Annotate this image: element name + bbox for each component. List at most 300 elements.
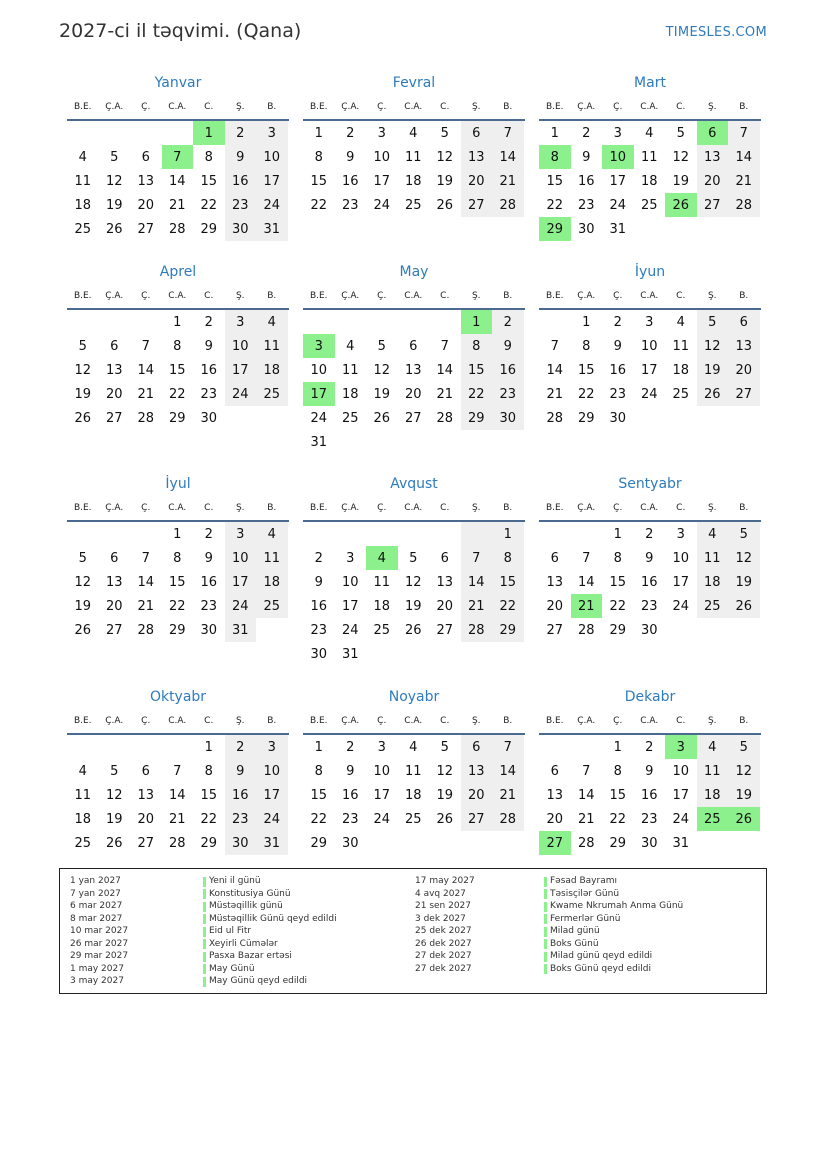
day-cell: 28 bbox=[168, 221, 186, 237]
day-cell: 4 bbox=[409, 125, 418, 141]
day-cell: 25 bbox=[74, 835, 92, 851]
day-grid bbox=[303, 522, 525, 666]
weekday-label: C.A. bbox=[404, 503, 423, 513]
legend-date: 1 yan 2027 bbox=[70, 876, 121, 886]
month-6 bbox=[539, 263, 761, 430]
day-cell: 2 bbox=[204, 526, 213, 542]
day-cell: 1 bbox=[314, 739, 323, 755]
legend-holiday-name: Fermerlər Günü bbox=[544, 913, 683, 926]
weekday-header bbox=[539, 284, 761, 308]
weekday-label: Ç.A. bbox=[341, 716, 360, 726]
day-cell: 7 bbox=[141, 338, 150, 354]
empty-day-cell bbox=[728, 406, 760, 430]
day-cell: 9 bbox=[346, 763, 355, 779]
day-cell: 2 bbox=[225, 735, 257, 759]
day-cell: 28 bbox=[137, 622, 155, 638]
day-cell: 23 bbox=[609, 386, 627, 402]
day-grid bbox=[539, 310, 761, 430]
day-cell: 20 bbox=[546, 598, 564, 614]
day-cell: 22 bbox=[200, 197, 218, 213]
day-cell: 27 bbox=[105, 622, 123, 638]
empty-day-cell bbox=[303, 310, 335, 334]
weekday-label: B.E. bbox=[309, 716, 328, 726]
weekday-label: Ç. bbox=[613, 716, 623, 726]
day-cell: 26 bbox=[74, 410, 92, 426]
empty-day-cell bbox=[634, 217, 666, 241]
day-cell: 7 bbox=[141, 550, 150, 566]
empty-day-cell bbox=[697, 217, 729, 241]
day-cell: 2 bbox=[346, 125, 355, 141]
empty-day-cell bbox=[728, 217, 760, 241]
day-cell: 24 bbox=[225, 382, 257, 406]
empty-day-cell bbox=[130, 735, 162, 759]
day-cell: 13 bbox=[546, 574, 564, 590]
day-cell: 21 bbox=[137, 598, 155, 614]
weekday-label: C. bbox=[676, 503, 686, 513]
empty-day-cell bbox=[398, 831, 430, 855]
day-cell: 24 bbox=[609, 197, 627, 213]
day-cell: 13 bbox=[436, 574, 454, 590]
day-cell: 7 bbox=[173, 763, 182, 779]
empty-day-cell bbox=[335, 522, 367, 546]
day-cell: 20 bbox=[436, 598, 454, 614]
day-cell: 18 bbox=[341, 386, 359, 402]
empty-day-cell bbox=[728, 831, 760, 855]
day-cell: 7 bbox=[440, 338, 449, 354]
day-cell: 15 bbox=[609, 574, 627, 590]
month-name: Noyabr bbox=[388, 689, 440, 705]
empty-day-cell bbox=[461, 642, 493, 666]
day-cell: 23 bbox=[640, 598, 658, 614]
legend-date: 3 may 2027 bbox=[70, 976, 124, 986]
weekday-label: B. bbox=[267, 716, 277, 726]
day-cell: 25 bbox=[341, 410, 359, 426]
day-cell: 18 bbox=[256, 358, 288, 382]
weekday-label: B.E. bbox=[309, 291, 328, 301]
empty-day-cell bbox=[398, 430, 430, 454]
weekday-label: C.A. bbox=[640, 503, 659, 513]
day-cell: 29 bbox=[577, 410, 595, 426]
day-cell: 24 bbox=[373, 197, 391, 213]
day-cell: 16 bbox=[609, 362, 627, 378]
day-cell: 17 bbox=[225, 570, 257, 594]
weekday-label: B. bbox=[739, 291, 749, 301]
empty-day-cell bbox=[697, 406, 729, 430]
day-cell: 20 bbox=[728, 358, 760, 382]
weekday-label: Ş. bbox=[235, 102, 245, 112]
weekday-label: Ç.A. bbox=[577, 716, 596, 726]
day-cell: 9 bbox=[582, 149, 591, 165]
day-cell: 14 bbox=[137, 362, 155, 378]
empty-day-cell bbox=[366, 310, 398, 334]
day-cell: 5 bbox=[440, 125, 449, 141]
weekday-label: B.E. bbox=[73, 291, 92, 301]
day-cell: 13 bbox=[461, 759, 493, 783]
day-cell: 31 bbox=[256, 831, 288, 855]
legend-holiday-name: Milad günü bbox=[544, 925, 683, 938]
day-cell: 14 bbox=[492, 759, 524, 783]
day-cell: 22 bbox=[310, 197, 328, 213]
day-cell: 10 bbox=[310, 362, 328, 378]
day-grid bbox=[539, 121, 761, 241]
day-cell: 10 bbox=[341, 574, 359, 590]
day-cell: 25 bbox=[256, 382, 288, 406]
day-cell: 1 bbox=[173, 526, 182, 542]
weekday-label: C.A. bbox=[640, 716, 659, 726]
day-cell: 6 bbox=[550, 763, 559, 779]
legend-date: 4 avq 2027 bbox=[415, 888, 466, 899]
day-cell: 19 bbox=[105, 197, 123, 213]
day-cell: 19 bbox=[74, 386, 92, 402]
day-cell: 13 bbox=[697, 145, 729, 169]
day-cell: 20 bbox=[697, 169, 729, 193]
day-cell: 27 bbox=[404, 410, 422, 426]
weekday-header bbox=[303, 709, 525, 733]
day-cell: 5 bbox=[78, 338, 87, 354]
day-cell: 22 bbox=[168, 386, 186, 402]
day-cell: 30 bbox=[577, 221, 595, 237]
day-cell: 3 bbox=[645, 314, 654, 330]
holiday-day-cell: 21 bbox=[571, 594, 603, 618]
day-cell: 4 bbox=[78, 149, 87, 165]
day-cell: 18 bbox=[697, 570, 729, 594]
day-cell: 7 bbox=[582, 763, 591, 779]
day-cell: 12 bbox=[697, 334, 729, 358]
legend-holiday-name: May Günü qeyd edildi bbox=[203, 975, 337, 988]
holiday-day-cell: 3 bbox=[665, 735, 697, 759]
weekday-label: C.A. bbox=[168, 102, 187, 112]
day-cell: 19 bbox=[728, 570, 760, 594]
day-cell: 17 bbox=[672, 787, 690, 803]
weekday-label: B. bbox=[267, 503, 277, 513]
day-cell: 8 bbox=[314, 149, 323, 165]
day-cell: 17 bbox=[373, 173, 391, 189]
day-cell: 14 bbox=[492, 145, 524, 169]
day-cell: 8 bbox=[582, 338, 591, 354]
day-cell: 18 bbox=[404, 173, 422, 189]
month-name: Yanvar bbox=[154, 75, 202, 91]
weekday-label: Ş. bbox=[707, 716, 717, 726]
day-cell: 19 bbox=[697, 358, 729, 382]
day-cell: 13 bbox=[461, 145, 493, 169]
weekday-label: Ç. bbox=[377, 291, 387, 301]
empty-day-cell bbox=[429, 522, 461, 546]
day-cell: 16 bbox=[200, 574, 218, 590]
empty-day-cell bbox=[665, 618, 697, 642]
legend-dates-left bbox=[70, 875, 128, 988]
weekday-label: Ç.A. bbox=[341, 291, 360, 301]
weekday-label: C.A. bbox=[640, 291, 659, 301]
weekday-label: C.A. bbox=[640, 102, 659, 112]
day-cell: 20 bbox=[404, 386, 422, 402]
empty-day-cell bbox=[335, 430, 367, 454]
weekday-label: C. bbox=[676, 291, 686, 301]
legend-dates-right bbox=[415, 875, 475, 975]
day-cell: 19 bbox=[404, 598, 422, 614]
day-grid bbox=[539, 735, 761, 855]
day-cell: 31 bbox=[672, 835, 690, 851]
weekday-label: Ç. bbox=[377, 503, 387, 513]
day-cell: 8 bbox=[492, 546, 524, 570]
day-cell: 6 bbox=[141, 149, 150, 165]
day-cell: 27 bbox=[436, 622, 454, 638]
weekday-label: Ç.A. bbox=[577, 291, 596, 301]
weekday-header bbox=[539, 496, 761, 520]
weekday-label: B. bbox=[267, 102, 277, 112]
day-cell: 4 bbox=[645, 125, 654, 141]
day-cell: 15 bbox=[609, 787, 627, 803]
day-cell: 4 bbox=[256, 310, 288, 334]
empty-day-cell bbox=[461, 831, 493, 855]
day-cell: 7 bbox=[492, 735, 524, 759]
day-cell: 3 bbox=[346, 550, 355, 566]
day-cell: 10 bbox=[225, 546, 257, 570]
day-cell: 14 bbox=[168, 173, 186, 189]
month-name: Avqust bbox=[390, 476, 438, 492]
weekday-label: B.E. bbox=[309, 102, 328, 112]
empty-day-cell bbox=[697, 831, 729, 855]
day-cell: 20 bbox=[105, 598, 123, 614]
day-cell: 5 bbox=[728, 522, 760, 546]
day-cell: 9 bbox=[314, 574, 323, 590]
day-cell: 14 bbox=[577, 574, 595, 590]
day-cell: 28 bbox=[436, 410, 454, 426]
day-cell: 4 bbox=[346, 338, 355, 354]
day-cell: 18 bbox=[74, 197, 92, 213]
empty-day-cell bbox=[162, 121, 194, 145]
legend-holiday-name: Fəsad Bayramı bbox=[544, 875, 683, 888]
day-cell: 15 bbox=[492, 570, 524, 594]
holiday-day-cell: 25 bbox=[697, 807, 729, 831]
day-cell: 30 bbox=[225, 831, 257, 855]
day-cell: 30 bbox=[341, 835, 359, 851]
weekday-header bbox=[539, 709, 761, 733]
empty-day-cell bbox=[162, 735, 194, 759]
day-cell: 23 bbox=[200, 386, 218, 402]
month-2 bbox=[303, 74, 525, 217]
month-3 bbox=[539, 74, 761, 241]
day-cell: 1 bbox=[613, 739, 622, 755]
day-cell: 26 bbox=[105, 835, 123, 851]
legend-holiday-name: Yeni il günü bbox=[203, 875, 337, 888]
month-5 bbox=[303, 263, 525, 454]
legend-date: 6 mar 2027 bbox=[70, 901, 123, 911]
day-cell: 2 bbox=[346, 739, 355, 755]
weekday-label: B. bbox=[739, 102, 749, 112]
day-cell: 14 bbox=[577, 787, 595, 803]
day-cell: 6 bbox=[110, 550, 119, 566]
day-cell: 4 bbox=[697, 735, 729, 759]
day-cell: 20 bbox=[546, 811, 564, 827]
holiday-day-cell: 29 bbox=[539, 217, 571, 241]
legend-date: 27 dek 2027 bbox=[415, 951, 472, 961]
empty-day-cell bbox=[492, 642, 524, 666]
weekday-label: Ç. bbox=[613, 102, 623, 112]
legend-date: 3 dek 2027 bbox=[415, 913, 466, 924]
legend-date: 10 mar 2027 bbox=[70, 926, 129, 936]
day-cell: 27 bbox=[137, 221, 155, 237]
legend-date: 1 may 2027 bbox=[70, 963, 124, 974]
day-cell: 7 bbox=[461, 546, 493, 570]
day-cell: 31 bbox=[341, 646, 359, 662]
day-cell: 24 bbox=[225, 594, 257, 618]
empty-day-cell bbox=[67, 121, 99, 145]
day-cell: 1 bbox=[173, 314, 182, 330]
day-cell: 19 bbox=[672, 173, 690, 189]
day-cell: 17 bbox=[256, 169, 288, 193]
day-cell: 21 bbox=[436, 386, 454, 402]
empty-day-cell bbox=[130, 121, 162, 145]
day-cell: 16 bbox=[341, 787, 359, 803]
day-cell: 24 bbox=[373, 811, 391, 827]
day-cell: 21 bbox=[168, 811, 186, 827]
empty-day-cell bbox=[697, 618, 729, 642]
weekday-label: Ş. bbox=[707, 291, 717, 301]
day-cell: 26 bbox=[697, 382, 729, 406]
day-cell: 15 bbox=[461, 358, 493, 382]
day-cell: 24 bbox=[640, 386, 658, 402]
day-cell: 28 bbox=[577, 835, 595, 851]
weekday-label: C. bbox=[204, 291, 214, 301]
day-cell: 21 bbox=[137, 386, 155, 402]
day-cell: 12 bbox=[74, 362, 92, 378]
day-cell: 10 bbox=[672, 550, 690, 566]
day-cell: 19 bbox=[436, 173, 454, 189]
month-name: Oktyabr bbox=[149, 689, 207, 705]
holiday-day-cell: 4 bbox=[366, 546, 398, 570]
day-cell: 15 bbox=[577, 362, 595, 378]
day-cell: 26 bbox=[74, 622, 92, 638]
day-cell: 8 bbox=[173, 550, 182, 566]
day-cell: 21 bbox=[461, 594, 493, 618]
day-cell: 17 bbox=[373, 787, 391, 803]
day-cell: 22 bbox=[546, 197, 564, 213]
legend-names-right bbox=[544, 875, 683, 975]
day-cell: 17 bbox=[225, 358, 257, 382]
day-cell: 30 bbox=[609, 410, 627, 426]
site-logo-link[interactable]: TIMESLES.COM bbox=[665, 25, 767, 40]
day-cell: 3 bbox=[225, 522, 257, 546]
day-grid bbox=[67, 121, 289, 241]
day-cell: 5 bbox=[676, 125, 685, 141]
day-cell: 31 bbox=[310, 434, 328, 450]
day-cell: 23 bbox=[492, 382, 524, 406]
empty-day-cell bbox=[571, 735, 603, 759]
weekday-label: Ş. bbox=[235, 716, 245, 726]
month-11 bbox=[303, 688, 525, 855]
day-cell: 20 bbox=[105, 386, 123, 402]
month-7 bbox=[67, 475, 289, 642]
day-cell: 5 bbox=[78, 550, 87, 566]
empty-day-cell bbox=[429, 831, 461, 855]
legend-holiday-name: Boks Günü qeyd edildi bbox=[544, 963, 683, 976]
weekday-label: C. bbox=[204, 503, 214, 513]
day-cell: 5 bbox=[697, 310, 729, 334]
day-cell: 13 bbox=[728, 334, 760, 358]
weekday-label: Ç. bbox=[141, 503, 151, 513]
weekday-label: C.A. bbox=[404, 102, 423, 112]
day-cell: 23 bbox=[200, 598, 218, 614]
empty-day-cell bbox=[398, 522, 430, 546]
day-cell: 21 bbox=[577, 811, 595, 827]
day-cell: 6 bbox=[550, 550, 559, 566]
legend-names-left bbox=[203, 875, 337, 988]
weekday-label: B. bbox=[503, 291, 513, 301]
day-cell: 16 bbox=[225, 783, 257, 807]
day-cell: 28 bbox=[492, 807, 524, 831]
holiday-day-cell: 1 bbox=[461, 310, 493, 334]
day-cell: 24 bbox=[256, 193, 288, 217]
day-cell: 24 bbox=[341, 622, 359, 638]
day-cell: 4 bbox=[78, 763, 87, 779]
day-cell: 2 bbox=[645, 526, 654, 542]
month-8 bbox=[303, 475, 525, 666]
day-cell: 22 bbox=[609, 598, 627, 614]
weekday-label: Ş. bbox=[471, 716, 481, 726]
day-cell: 27 bbox=[546, 622, 564, 638]
weekday-label: Ş. bbox=[235, 503, 245, 513]
holiday-day-cell: 7 bbox=[162, 145, 194, 169]
day-cell: 11 bbox=[697, 759, 729, 783]
day-cell: 15 bbox=[168, 574, 186, 590]
legend-holiday-name: Milad günü qeyd edildi bbox=[544, 950, 683, 963]
day-cell: 10 bbox=[256, 759, 288, 783]
weekday-label: Ç.A. bbox=[105, 102, 124, 112]
day-cell: 22 bbox=[168, 598, 186, 614]
day-cell: 21 bbox=[492, 783, 524, 807]
page-title: 2027-ci il təqvimi. (Qana) bbox=[59, 20, 302, 42]
month-9 bbox=[539, 475, 761, 642]
empty-day-cell bbox=[130, 310, 162, 334]
weekday-header bbox=[67, 709, 289, 733]
day-cell: 26 bbox=[436, 197, 454, 213]
day-cell: 25 bbox=[404, 197, 422, 213]
day-cell: 25 bbox=[404, 811, 422, 827]
day-cell: 13 bbox=[546, 787, 564, 803]
day-cell: 8 bbox=[204, 763, 213, 779]
holiday-day-cell: 8 bbox=[539, 145, 571, 169]
day-cell: 31 bbox=[225, 618, 257, 642]
weekday-header bbox=[67, 496, 289, 520]
day-cell: 16 bbox=[640, 574, 658, 590]
empty-day-cell bbox=[99, 310, 131, 334]
day-grid bbox=[67, 310, 289, 430]
weekday-label: C. bbox=[676, 716, 686, 726]
empty-day-cell bbox=[398, 310, 430, 334]
weekday-label: B. bbox=[739, 716, 749, 726]
day-cell: 17 bbox=[341, 598, 359, 614]
weekday-label: Ş. bbox=[707, 102, 717, 112]
day-cell: 6 bbox=[728, 310, 760, 334]
weekday-label: Ç. bbox=[377, 102, 387, 112]
weekday-label: C. bbox=[440, 102, 450, 112]
legend-date: 21 sen 2027 bbox=[415, 901, 472, 911]
day-cell: 5 bbox=[409, 550, 418, 566]
empty-day-cell bbox=[99, 735, 131, 759]
legend-holiday-name: Pasxa Bazar ertəsi bbox=[203, 950, 337, 963]
day-cell: 21 bbox=[168, 197, 186, 213]
day-grid bbox=[303, 121, 525, 217]
day-cell: 11 bbox=[404, 763, 422, 779]
day-cell: 8 bbox=[204, 149, 213, 165]
weekday-label: B. bbox=[267, 291, 277, 301]
weekday-label: C.A. bbox=[404, 291, 423, 301]
holiday-day-cell: 10 bbox=[602, 145, 634, 169]
month-name: Aprel bbox=[159, 264, 197, 280]
day-cell: 12 bbox=[74, 574, 92, 590]
day-cell: 17 bbox=[672, 574, 690, 590]
day-cell: 20 bbox=[137, 197, 155, 213]
